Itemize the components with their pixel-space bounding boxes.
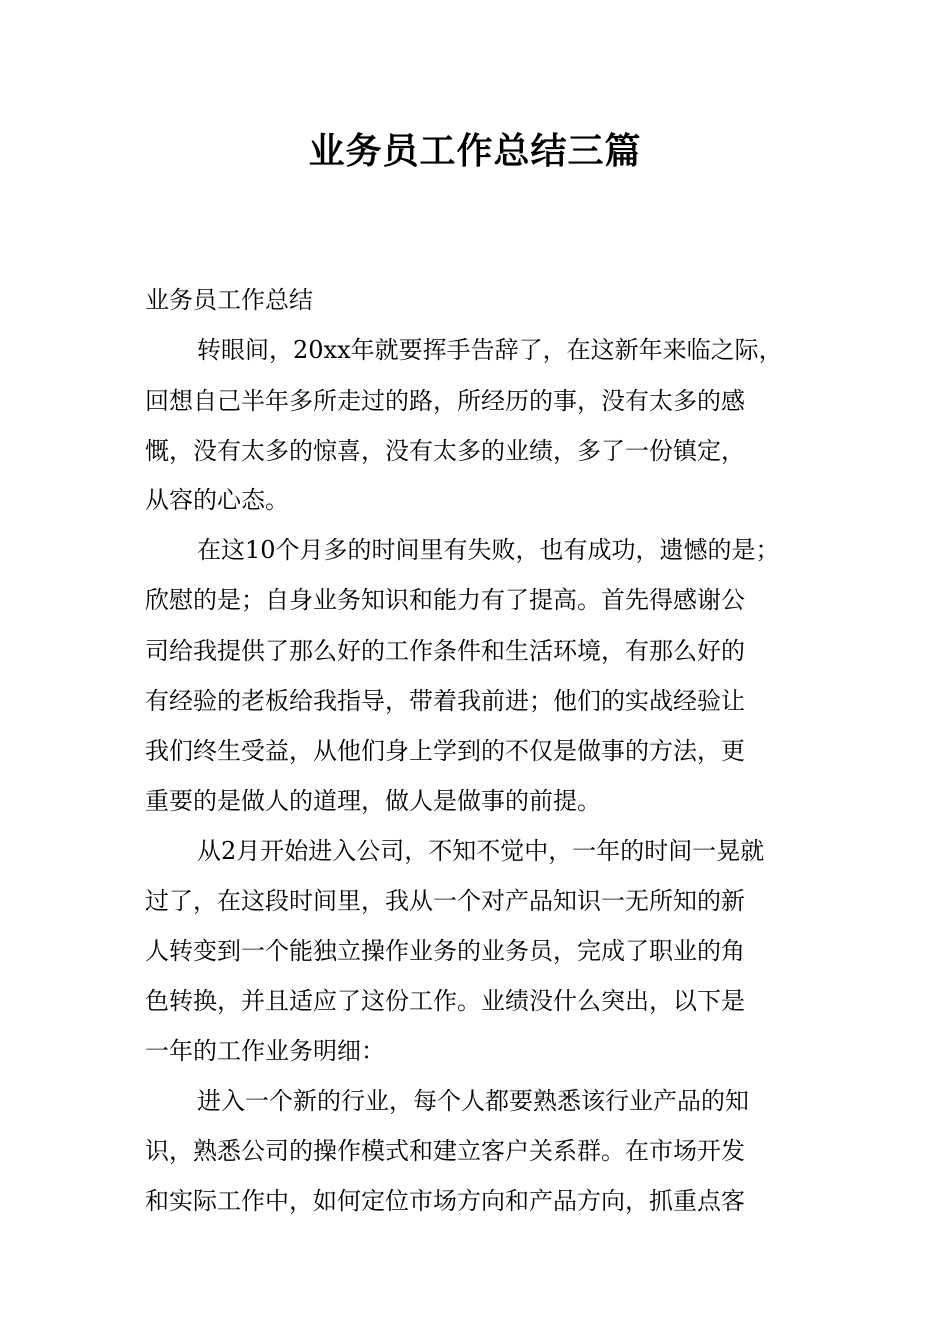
paragraph-line: 有经验的老板给我指导，带着我前进；他们的实战经验让 (145, 687, 745, 715)
paragraph-line: 欣慰的是；自身业务知识和能力有了提高。首先得感谢公 (145, 586, 745, 614)
paragraph-line: 从2月开始进入公司，不知不觉中，一年的时间一晃就 (197, 837, 765, 865)
paragraph-line: 在这10个月多的时间里有失败，也有成功，遗憾的是； (197, 536, 780, 564)
paragraph-line: 色转换，并且适应了这份工作。业绩没什么突出，以下是 (145, 987, 745, 1015)
section-heading: 业务员工作总结 (145, 286, 313, 314)
paragraph-line: 回想自己半年多所走过的路，所经历的事，没有太多的感 (145, 387, 745, 415)
paragraph-line: 重要的是做人的道理，做人是做事的前提。 (145, 787, 601, 815)
paragraph-line: 一年的工作业务明细： (145, 1037, 385, 1065)
paragraph-line: 人转变到一个能独立操作业务的业务员，完成了职业的角 (145, 937, 745, 965)
paragraph-line: 司给我提供了那么好的工作条件和生活环境，有那么好的 (145, 637, 745, 665)
document-title: 业务员工作总结三篇 (308, 131, 642, 172)
paragraph-line: 从容的心态。 (145, 486, 289, 514)
paragraph-line: 转眼间，20xx年就要挥手告辞了，在这新年来临之际， (197, 336, 783, 364)
paragraph-line: 识，熟悉公司的操作模式和建立客户关系群。在市场开发 (145, 1137, 745, 1165)
paragraph-line: 慨，没有太多的惊喜，没有太多的业绩，多了一份镇定， (145, 437, 745, 465)
paragraph-line: 和实际工作中，如何定位市场方向和产品方向，抓重点客 (145, 1187, 745, 1215)
paragraph-line: 过了，在这段时间里，我从一个对产品知识一无所知的新 (145, 887, 745, 915)
paragraph-line: 进入一个新的行业，每个人都要熟悉该行业产品的知 (197, 1087, 749, 1115)
paragraph-line: 我们终生受益，从他们身上学到的不仅是做事的方法，更 (145, 737, 745, 765)
